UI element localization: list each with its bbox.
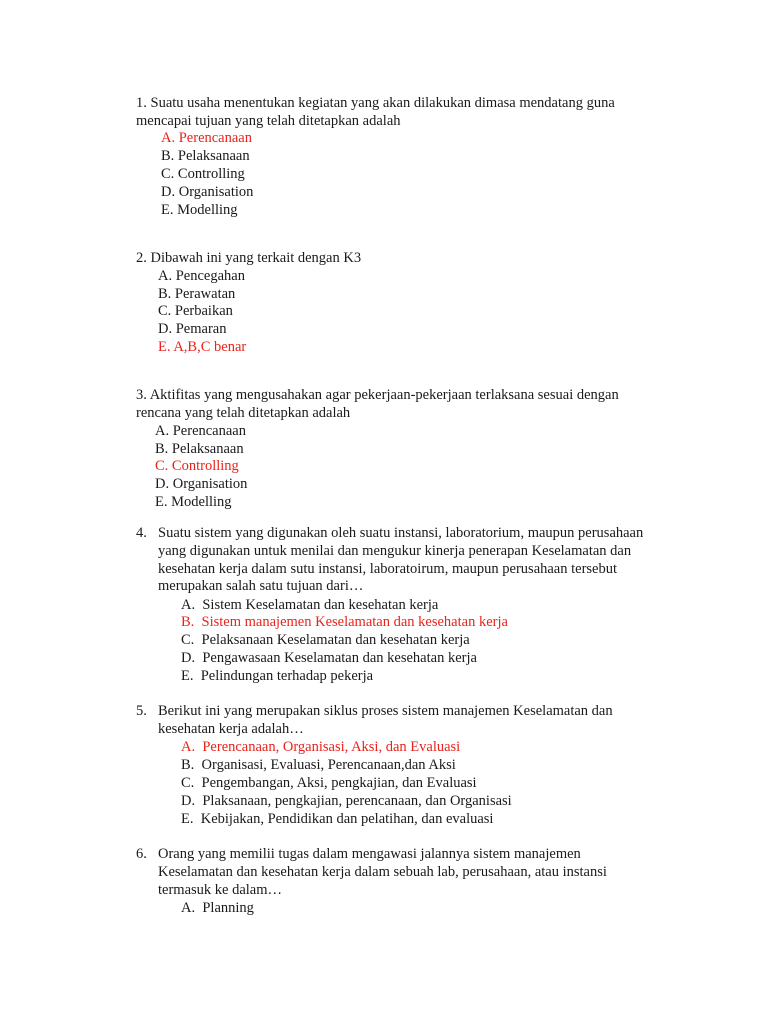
question-6-option-a: A. Planning [181,900,254,916]
question-3-option-c: C. Controlling [155,458,239,474]
question-1-text-line-1: 1. Suatu usaha menentukan kegiatan yang akan dilakukan dimasa mendatang guna [136,95,615,111]
question-5-number: 5. [136,703,147,719]
question-1-option-e: E. Modelling [161,202,238,218]
question-5-option-b: B. Organisasi, Evaluasi, Perencanaan,dan Aksi [181,757,456,773]
question-4-number: 4. [136,525,147,541]
question-4-option-b: B. Sistem manajemen Keselamatan dan kesehatan kerja [181,614,508,630]
question-6-text-line-2: Keselamatan dan kesehatan kerja dalam sebuah lab, perusahaan, atau instansi [158,864,607,880]
question-2-option-d: D. Pemaran [158,321,227,337]
question-4-text-line-3: kesehatan kerja dalam sutu instansi, laboratoirum, maupun perusahaan tersebut [158,561,618,577]
question-4-text-line-4: merupakan salah satu tujuan dari… [158,578,364,594]
question-4-text-line-1: Suatu sistem yang digunakan oleh suatu instansi, laboratorium, maupun perusahaan [158,525,644,541]
question-4-text-line-2: yang digunakan untuk menilai dan mengukur kinerja penerapan Keselamatan dan [158,543,632,559]
question-3-text-line-1: 3. Aktifitas yang mengusahakan agar pekerjaan-pekerjaan terlaksana sesuai dengan [136,387,619,403]
question-5-text-line-2: kesehatan kerja adalah… [158,721,304,737]
question-3-option-b: B. Pelaksanaan [155,441,244,457]
question-1-option-b: B. Pelaksanaan [161,148,250,164]
question-1-option-c: C. Controlling [161,166,245,182]
question-6-number: 6. [136,846,147,862]
question-2-option-c: C. Perbaikan [158,303,233,319]
question-1-text-line-2: mencapai tujuan yang telah ditetapkan adalah [136,113,401,129]
question-4-option-a: A. Sistem Keselamatan dan kesehatan kerja [181,597,439,613]
question-2-option-a: A. Pencegahan [158,268,245,284]
question-5-option-d: D. Plaksanaan, pengkajian, perencanaan, dan Organisasi [181,793,512,809]
question-3-option-a: A. Perencanaan [155,423,246,439]
question-4-option-c: C. Pelaksanaan Keselamatan dan kesehatan kerja [181,632,470,648]
question-5-option-c: C. Pengembangan, Aksi, pengkajian, dan Evaluasi [181,775,477,791]
question-3-option-d: D. Organisation [155,476,248,492]
question-1-option-d: D. Organisation [161,184,254,200]
question-5-text-line-1: Berikut ini yang merupakan siklus proses sistem manajemen Keselamatan dan [158,703,613,719]
question-1-option-a: A. Perencanaan [161,130,252,146]
question-2-option-b: B. Perawatan [158,286,236,302]
question-6-text-line-1: Orang yang memilii tugas dalam mengawasi jalannya sistem manajemen [158,846,581,862]
question-4-option-e: E. Pelindungan terhadap pekerja [181,668,374,684]
question-5-option-e: E. Kebijakan, Pendidikan dan pelatihan, dan evaluasi [181,811,494,827]
question-2-text-line-1: 2. Dibawah ini yang terkait dengan K3 [136,250,362,266]
question-5-option-a: A. Perencanaan, Organisasi, Aksi, dan Evaluasi [181,739,461,755]
question-3-text-line-2: rencana yang telah ditetapkan adalah [136,405,351,421]
question-6-text-line-3: termasuk ke dalam… [158,882,283,898]
question-3-option-e: E. Modelling [155,494,232,510]
question-4-option-d: D. Pengawasaan Keselamatan dan kesehatan kerja [181,650,477,666]
question-2-option-e: E. A,B,C benar [158,339,247,355]
